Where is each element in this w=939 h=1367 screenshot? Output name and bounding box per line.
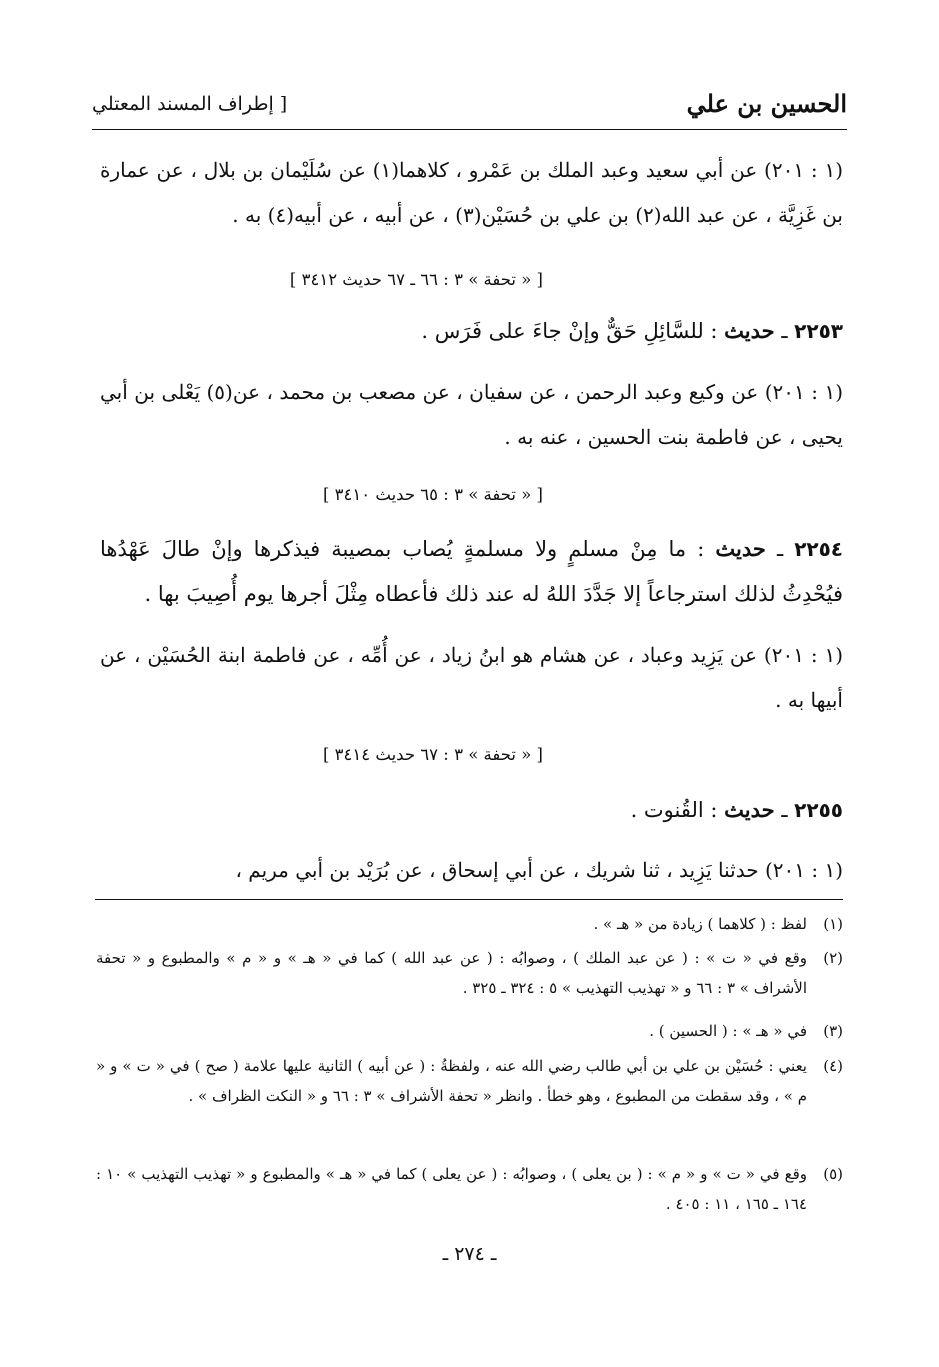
hadith-label: حديث: [715, 536, 766, 561]
footnote: [96, 1051, 843, 1111]
tuhfa-reference: [100, 268, 843, 292]
isnad-paragraph: [100, 848, 843, 893]
isnad-paragraph: [100, 633, 843, 723]
isnad-paragraph: [100, 148, 843, 238]
tuhfa-reference: [100, 483, 843, 507]
isnad-text: (١ : ٢٠١) عن أبي سعيد وعبد الملك بن عَمْرو ، كلاهما(١) عن سُلَيْمان بن بلال ، عن عمارة بن غَزِيَّة ، عن عبد الله(٢) بن علي بن حُسَيْن(٣) ، عن أبيه ، عن أبيه(٤) به .: [100, 158, 844, 227]
page-number: ـ ٢٧٤ ـ: [442, 1243, 497, 1265]
reference-text: [ « تحفة » ٣ : ٦٥ حديث ٣٤١٠ ]: [322, 485, 543, 504]
hadith-number: ٢٢٥٣: [794, 319, 843, 343]
footnote: [96, 909, 843, 939]
tuhfa-reference: [100, 743, 843, 767]
footnote-text: يعني : حُسَيْن بن علي بن أبي طالب رضي الله عنه ، ولفظةُ : ( عن أبيه ) الثانية عليها علامة ( صح ) في « ت » و « م » ، وقد سقطت من المطبوع ، وهو خطأ . وانظر « تحفة الأشراف » ٣ : ٦٦ و « النكت الظراف » .: [96, 1057, 807, 1105]
footnote-text: في « هـ » : ( الحسين ) .: [649, 1022, 807, 1040]
footnote-number: (٢): [823, 949, 843, 967]
book-title: [ إطراف المسند المعتلي: [92, 93, 288, 115]
footnote-separator: [95, 899, 843, 900]
isnad-text: (١ : ٢٠١) عن يَزِيد وعباد ، عن هشام هو ابنُ زياد ، عن أُمِّه ، عن فاطمة ابنة الحُسَيْن ، عن أبيها به .: [100, 643, 844, 712]
footnote-number: (٤): [823, 1057, 843, 1075]
footnote: [96, 1016, 843, 1046]
isnad-text: (١ : ٢٠١) حدثنا يَزِيد ، ثنا شريك ، عن أبي إسحاق ، عن بُرَيْد بن أبي مريم ،: [235, 858, 843, 882]
hadith-text: : القُنوت .: [630, 798, 718, 822]
running-header: [92, 85, 847, 129]
hadith-label: حديث: [724, 318, 775, 343]
footnote-number: (٣): [823, 1022, 843, 1040]
hadith-label: حديث: [724, 797, 775, 822]
isnad-paragraph: [100, 370, 843, 460]
hadith-entry: ٢٢٥٤ ـ حديث : ما مِنْ مسلمٍ ولا مسلمةٍ يُصاب بمصيبة فيذكرها وإنْ طالَ عَهْدُها فيُحْدِثُ لذلك استرجاعاً إلا جَدَّدَ اللهُ له عند ذلك فأعطاه مِثْلَ أجرها يوم أُصِيبَ بها .: [100, 536, 844, 606]
hadith-number: ٢٢٥٤: [794, 537, 844, 561]
footnote-text: وقع في « ت » : ( عن عبد الملك ) ، وصوابُه : ( عن عبد الله ) كما في « هـ » و « م » والمطبوع و « تحفة الأشراف » ٣ : ٦٦ و « تهذيب التهذيب » ٥ : ٣٢٤ ـ ٣٢٥ .: [96, 949, 807, 997]
chapter-title: الحسين بن علي: [686, 89, 847, 118]
reference-text: [ « تحفة » ٣ : ٦٧ حديث ٣٤١٤ ]: [322, 745, 543, 764]
isnad-text: (١ : ٢٠١) عن وكيع وعبد الرحمن ، عن سفيان ، عن مصعب بن محمد ، عن(٥) يَعْلى بن أبي يحيى ، عن فاطمة بنت الحسين ، عنه به .: [100, 380, 844, 449]
header-rule: [92, 129, 847, 130]
footnote: [96, 943, 843, 1003]
hadith-number: ٢٢٥٥: [794, 798, 843, 822]
hadith-text: : للسَّائِلِ حَقٌّ وإنْ جاءَ على فَرَس .: [421, 319, 718, 343]
footnote-number: (١): [823, 915, 843, 933]
hadith-entry: ٢٢٥٣ ـ حديث : للسَّائِلِ حَقٌّ وإنْ جاءَ على فَرَس .: [421, 318, 843, 343]
footnote-number: (٥): [823, 1165, 843, 1183]
hadith-text: : ما مِنْ مسلمٍ ولا مسلمةٍ يُصاب بمصيبة فيذكرها وإنْ طالَ عَهْدُها فيُحْدِثُ لذلك استرجاعاً إلا جَدَّدَ اللهُ له عند ذلك فأعطاه مِثْلَ أجرها يوم أُصِيبَ بها .: [100, 537, 843, 606]
footnote-text: لفظ : ( كلاهما ) زيادة من « هـ » .: [593, 915, 807, 933]
reference-text: [ « تحفة » ٣ : ٦٦ ـ ٦٧ حديث ٣٤١٢ ]: [289, 270, 543, 289]
footnote-text: وقع في « ت » و « م » : ( بن يعلى ) ، وصوابُه : ( عن يعلى ) كما في « هـ » والمطبوع و « تهذيب التهذيب » ١٠ : ١٦٤ ـ ١٦٥ ، ١١ : ٤٠٥ .: [96, 1165, 807, 1213]
footnote: [96, 1159, 843, 1219]
hadith-entry: ٢٢٥٥ ـ حديث : القُنوت .: [630, 797, 843, 822]
